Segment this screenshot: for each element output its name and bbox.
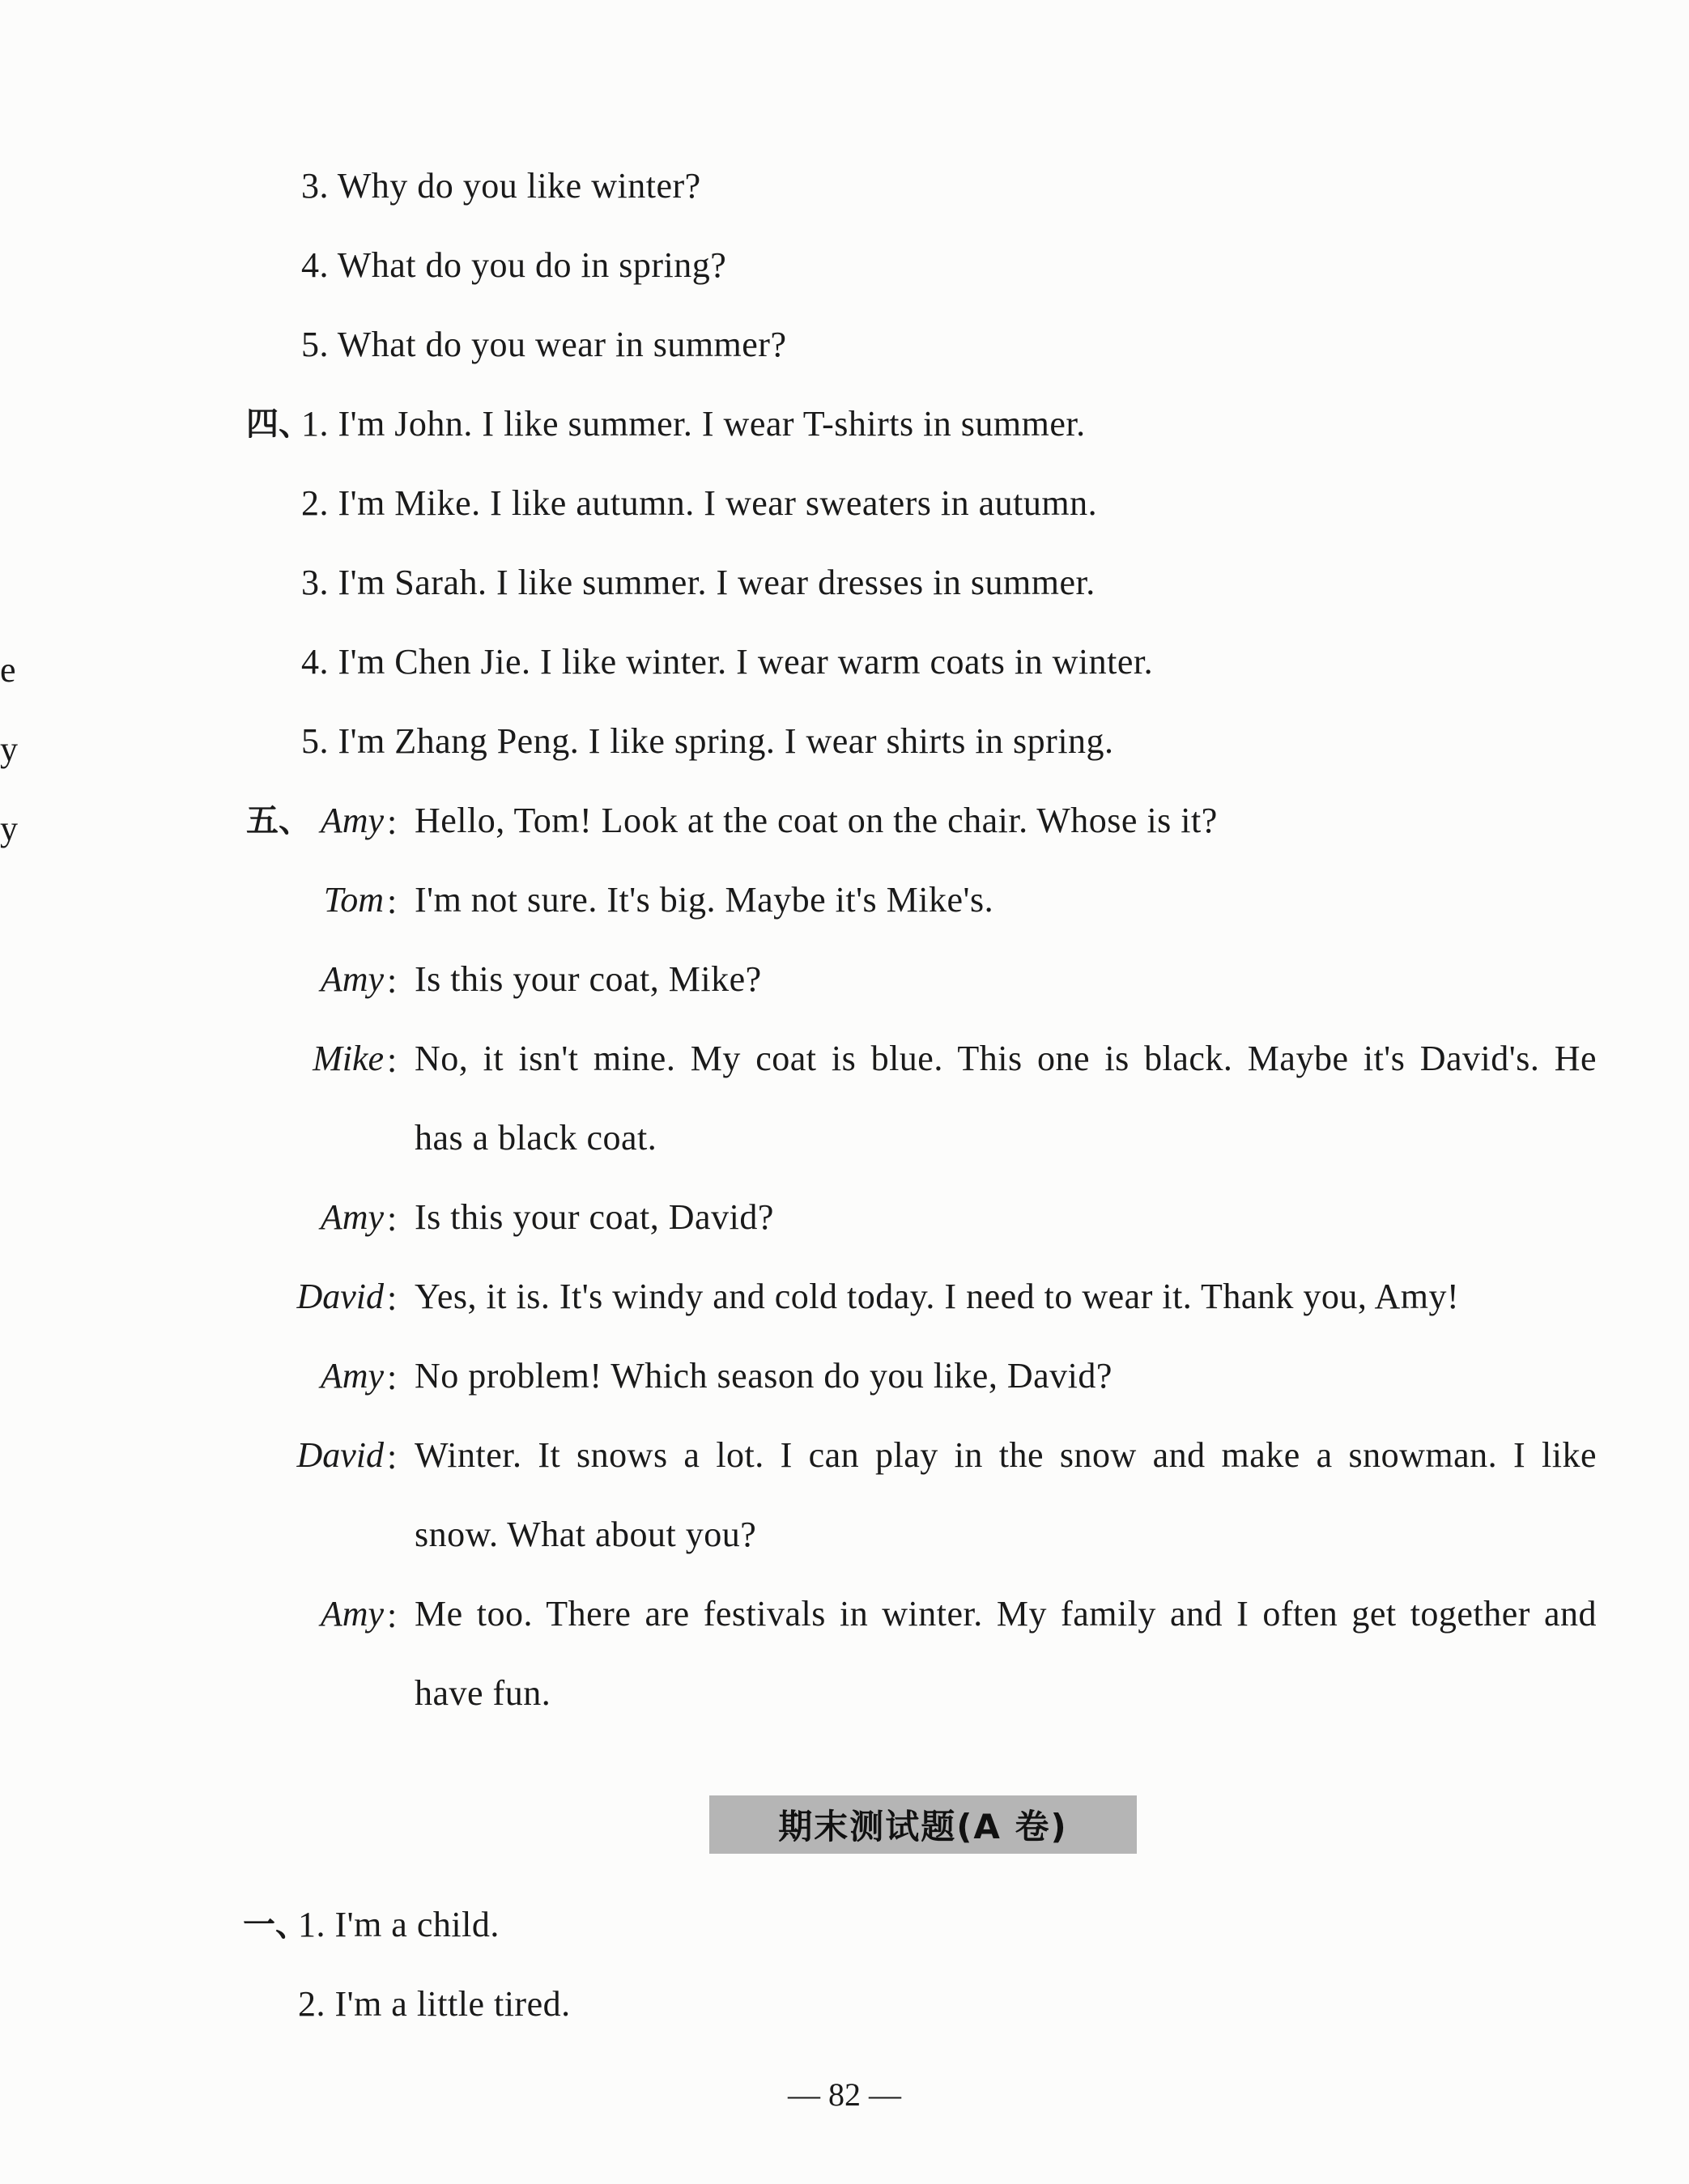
speaker-colon: :: [387, 1596, 398, 1635]
speaker-name: David: [296, 1435, 384, 1475]
section-marker-four: 四、: [246, 406, 311, 443]
answer-item: 3. I'm Sarah. I like summer. I wear dresses in summer.: [301, 563, 1096, 602]
dialogue-line: Winter. It snows a lot. I can play in the snow and make a snowman. I like: [415, 1435, 1597, 1475]
speaker-colon: :: [387, 882, 398, 921]
speaker-name: Tom: [323, 880, 384, 920]
section-heading-text: 期末测试题(A 卷): [778, 1807, 1068, 1846]
question-item: 4. What do you do in spring?: [301, 245, 727, 285]
dialogue-line: Yes, it is. It's windy and cold today. I need to wear it. Thank you, Amy!: [415, 1277, 1460, 1316]
answer-item: 1. I'm John. I like summer. I wear T-shirts in summer.: [301, 404, 1086, 444]
dialogue-line: Hello, Tom! Look at the coat on the chair. Whose is it?: [415, 801, 1218, 840]
dialogue-line-continued: has a black coat.: [415, 1118, 657, 1158]
question-item: 5. What do you wear in summer?: [301, 325, 787, 364]
answer-item: 1. I'm a child.: [298, 1905, 500, 1944]
question-item: 3. Why do you like winter?: [301, 166, 701, 206]
speaker-colon: :: [387, 1199, 398, 1239]
speaker-name: Amy: [320, 801, 384, 840]
dialogue-line: I'm not sure. It's big. Maybe it's Mike's.: [415, 880, 994, 920]
speaker-colon: :: [387, 1358, 398, 1397]
speaker-colon: :: [387, 961, 398, 1001]
answer-item: 5. I'm Zhang Peng. I like spring. I wear shirts in spring.: [301, 721, 1114, 761]
section-marker-one: 一、: [243, 1906, 308, 1944]
speaker-colon: :: [387, 802, 398, 842]
dialogue-line: Is this your coat, David?: [415, 1197, 774, 1237]
answer-item: 4. I'm Chen Jie. I like winter. I wear warm coats in winter.: [301, 642, 1154, 682]
speaker-name: Amy: [320, 1356, 384, 1396]
section-marker-five: 五、: [246, 802, 311, 839]
speaker-name: Mike: [313, 1039, 384, 1078]
dialogue-line: Me too. There are festivals in winter. My family and I often get together and: [415, 1594, 1597, 1634]
margin-letter: y: [0, 729, 18, 769]
answer-item: 2. I'm Mike. I like autumn. I wear sweaters in autumn.: [301, 483, 1098, 523]
margin-letter: e: [0, 650, 16, 690]
speaker-colon: :: [387, 1040, 398, 1080]
margin-letter: y: [0, 809, 18, 848]
page-number: — 82 —: [788, 2076, 901, 2113]
dialogue-line-continued: have fun.: [415, 1673, 551, 1713]
section-heading: [709, 1795, 1137, 1854]
speaker-name: Amy: [320, 1594, 384, 1634]
dialogue-line: No problem! Which season do you like, David?: [415, 1356, 1113, 1396]
speaker-name: Amy: [320, 959, 384, 999]
speaker-name: Amy: [320, 1197, 384, 1237]
answer-item: 2. I'm a little tired.: [298, 1984, 571, 2024]
speaker-name: David: [296, 1277, 384, 1316]
dialogue-line: Is this your coat, Mike?: [415, 959, 762, 999]
speaker-colon: :: [387, 1437, 398, 1477]
dialogue-line: No, it isn't mine. My coat is blue. This one is black. Maybe it's David's. He: [415, 1039, 1597, 1078]
dialogue-line-continued: snow. What about you?: [415, 1515, 757, 1554]
speaker-colon: :: [387, 1278, 398, 1318]
